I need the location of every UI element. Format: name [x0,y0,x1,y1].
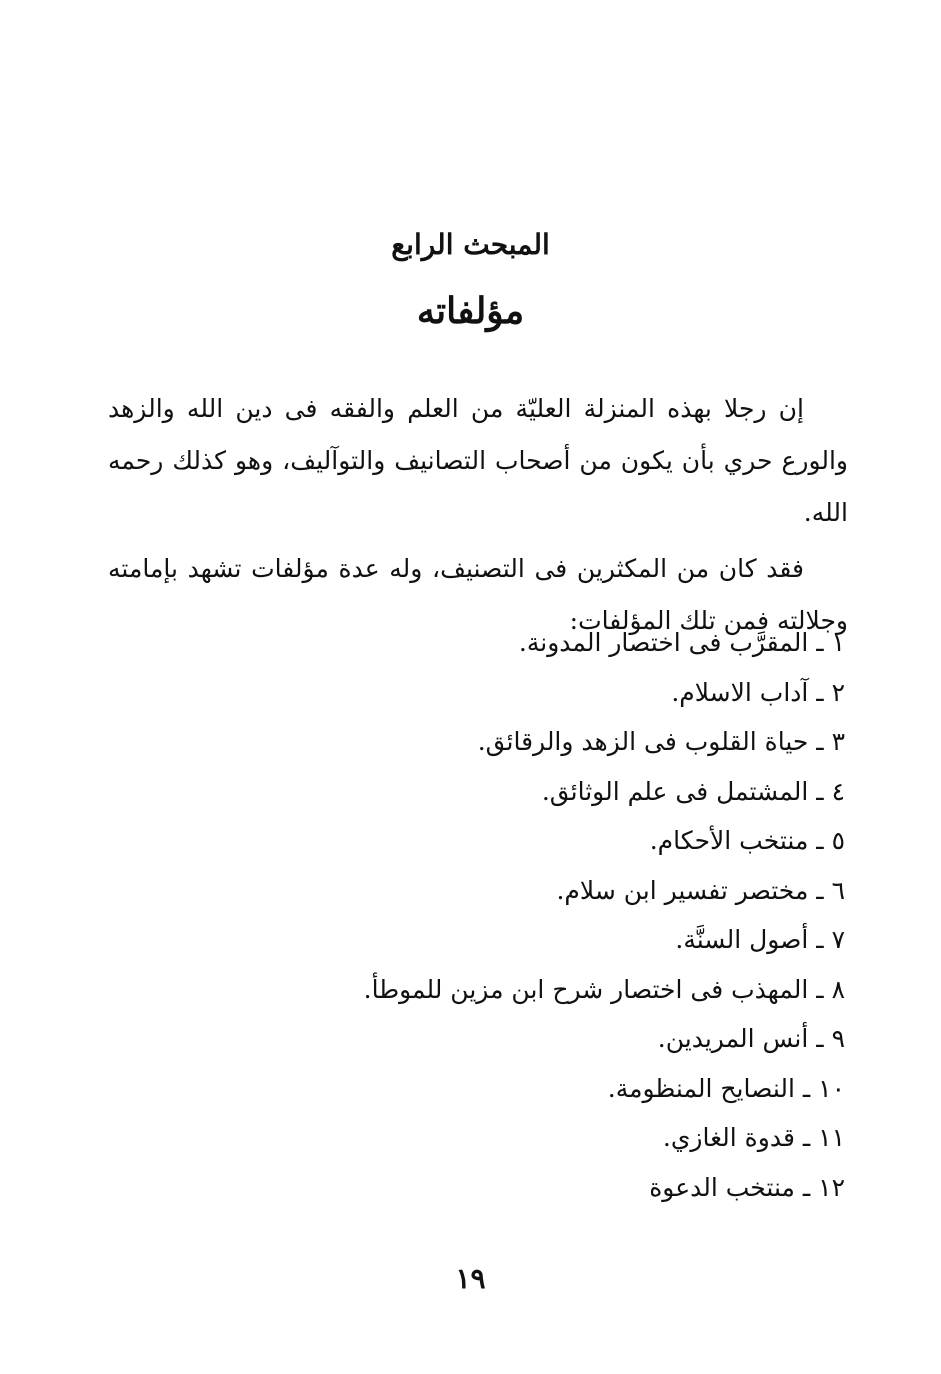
list-item: ١١ ـ قدوة الغازي. [662,1123,845,1152]
list-item: ٢ ـ آداب الاسلام. [671,677,845,707]
list-item: ٥ ـ منتخب الأحكام. [649,826,845,855]
list-item: ١٠ ـ النصايح المنظومة. [607,1073,845,1103]
intro-paragraph: إن رجلا بهذه المنزلة العليّة من العلم والفقه فى دين الله والزهد والورع حري بأن يكون من أصحاب التصانيف والتوآليف، وهو كذلك رحمه الله. [108,394,848,527]
list-item: ١٢ ـ منتخب الدعوة [649,1172,845,1202]
works-intro-paragraph: فقد كان من المكثرين فى التصنيف، وله عدة مؤلفات تشهد بإمامته وجلالته فمن تلك المؤلفات: [108,554,848,635]
list-item: ٨ ـ المهذب فى اختصار شرح ابن مزين للموطأ. [363,974,845,1004]
list-item: ٩ ـ أنس المريدين. [657,1024,845,1053]
list-item: ٦ ـ مختصر تفسير ابن سلام. [556,875,845,905]
section-title: مؤلفاته [416,290,525,332]
section-label: المبحث الرابع [391,228,550,261]
page-number: ١٩ [455,1262,486,1295]
list-item: ٣ ـ حياة القلوب فى الزهد والرقائق. [477,727,845,756]
works-list [105,618,845,1212]
list-item: ١ ـ المقرَّب فى اختصار المدونة. [518,628,845,657]
list-item: ٤ ـ المشتمل فى علم الوثائق. [541,776,845,806]
list-item: ٧ ـ أصول السنَّة. [675,925,845,954]
